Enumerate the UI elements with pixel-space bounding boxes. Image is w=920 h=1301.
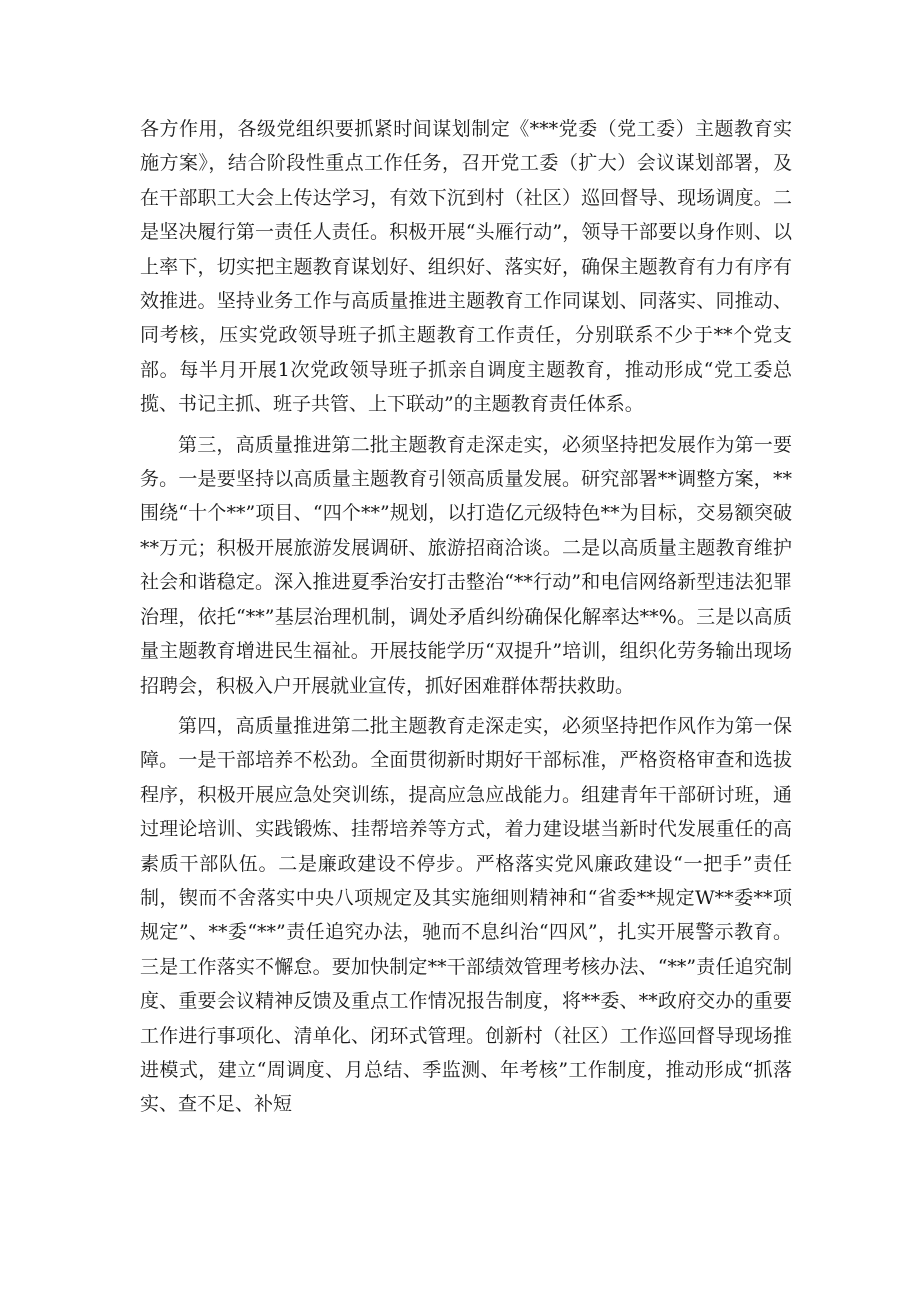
paragraph-3: 第四，高质量推进第二批主题教育走深走实，必须坚持把作风作为第一保障。一是干部培养不松劲。全面贯彻新时期好干部标准，严格资格审查和选拔程序，积极开展应急处突训练，提高应急应战能力。组建青年干部研讨班，通过理论培训、实践锻炼、挂帮培养等方式，着力建设堪当新时代发展重任的高素质干部队伍。二是廉政建设不停步。严格落实党风廉政建设“一把手”责任制，锲而不舍落实中央八项规定及其实施细则精神和“省委**规定W**委**项规定”、**委“**”责任追究办法，驰而不息纠治“四风”，扎实开展警示教育。三是工作落实不懈怠。要加快制定**干部绩效管理考核办法、“**”责任追究制度、重要会议精神反馈及重点工作情况报告制度，将**委、**政府交办的重要工作进行事项化、清单化、闭环式管理。创新村（社区）工作巡回督导现场推进模式，建立“周调度、月总结、季监测、年考核”工作制度，推动形成“抓落实、查不足、补短 (140, 714, 792, 1116)
document-body (140, 112, 792, 1128)
paragraph-1: 各方作用，各级党组织要抓紧时间谋划制定《***党委（党工委）主题教育实施方案》，结合阶段性重点工作任务，召开党工委（扩大）会议谋划部署，及在干部职工大会上传达学习，有效下沉到村（社区）巡回督导、现场调度。二是坚决履行第一责任人责任。积极开展“头雁行动”，领导干部要以身作则、以上率下，切实把主题教育谋划好、组织好、落实好，确保主题教育有力有序有效推进。坚持业务工作与高质量推进主题教育工作同谋划、同落实、同推动、同考核，压实党政领导班子抓主题教育工作责任，分别联系不少于**个党支部。每半月开展1次党政领导班子抓亲自调度主题教育，推动形成“党工委总揽、书记主抓、班子共管、上下联动”的主题教育责任体系。 (140, 118, 792, 416)
paragraph-2: 第三，高质量推进第二批主题教育走深走实，必须坚持把发展作为第一要务。一是要坚持以高质量主题教育引领高质量发展。研究部署**调整方案，**围绕“十个**”项目、“四个**”规划，以打造亿元级特色**为目标，交易额突破**万元；积极开展旅游发展调研、旅游招商洽谈。二是以高质量主题教育维护社会和谐稳定。深入推进夏季治安打击整治“**行动”和电信网络新型违法犯罪治理，依托“**”基层治理机制，调处矛盾纠纷确保化解率达**%。三是以高质量主题教育增进民生福祉。开展技能学历“双提升”培训，组织化劳务输出现场招聘会，积极入户开展就业宣传，抓好困难群体帮扶救助。 (140, 433, 792, 697)
